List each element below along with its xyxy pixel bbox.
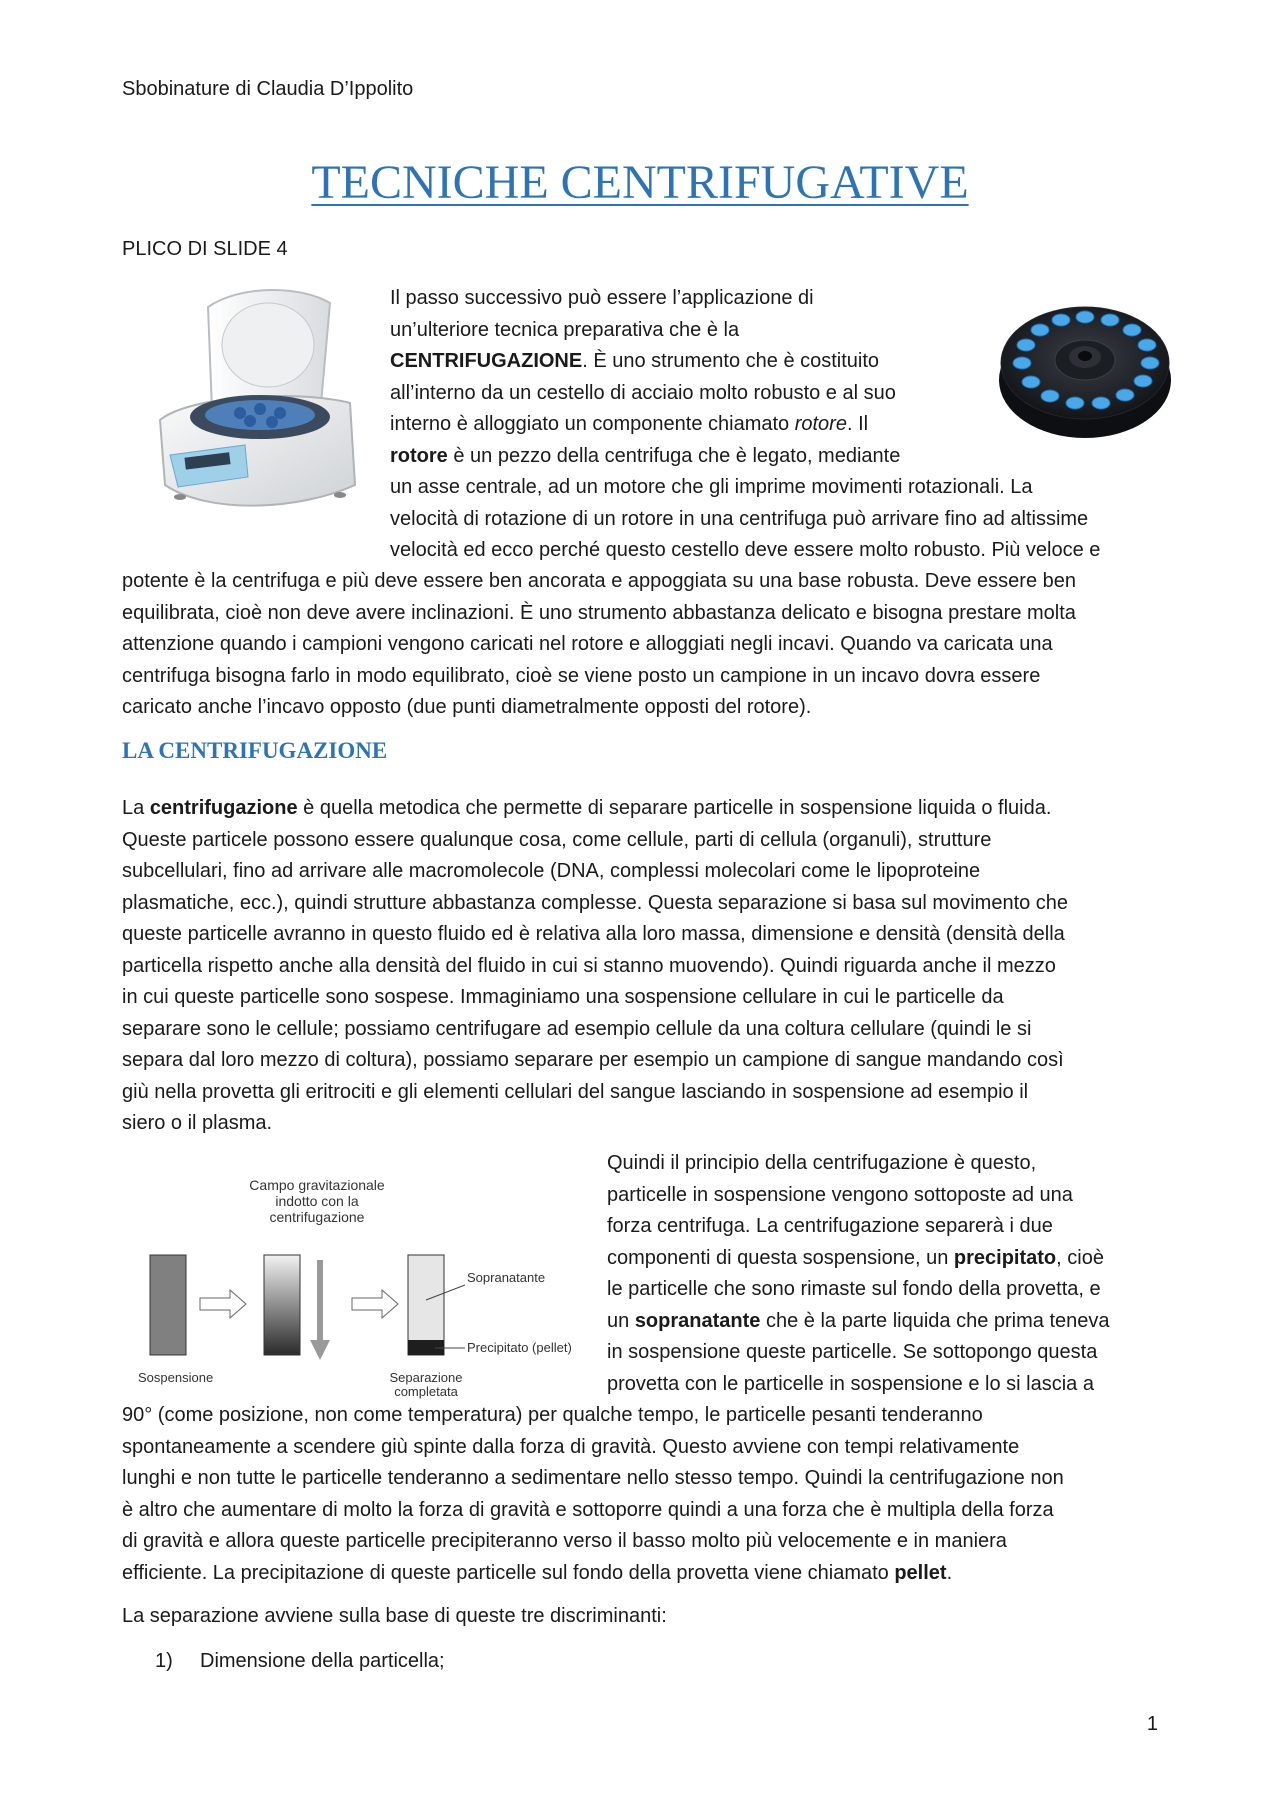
label-sopranatante: Sopranatante: [467, 1270, 546, 1285]
label-sospensione: Sospensione: [138, 1370, 214, 1385]
intro-line: un asse centrale, ad un motore che gli imprime movimenti rotazionali. La: [390, 476, 1033, 498]
intro-line: equilibrata, cioè non deve avere inclinazioni. È uno strumento abbastanza delicato e bisogna prestare molta: [122, 601, 1076, 624]
diagram-title-line: centrifugazione: [269, 1209, 365, 1225]
intro-line: Il passo successivo può essere l’applicazione di: [390, 287, 814, 309]
paragraph-line: subcellulari, fino ad arrivare alle macromolecole (DNA, complessi molecolari come le lipoproteine: [122, 860, 981, 882]
label-separazione: Separazione: [389, 1370, 463, 1385]
principle-line: componenti di questa sospensione, un precipitato, cioè: [607, 1246, 1104, 1269]
gradient-tube: [264, 1255, 300, 1355]
list-number: 1): [155, 1650, 173, 1672]
intro-paragraph-continued: [122, 566, 1076, 724]
intro-line: un’ulteriore tecnica preparativa che è la: [390, 318, 740, 341]
principle-paragraph: [607, 1148, 1110, 1400]
arrow-right-icon: [352, 1290, 398, 1318]
paragraph-line: separa dal loro mezzo di coltura), possiamo separare per esempio un campione di sangue mandando così: [122, 1049, 1064, 1071]
intro-line: CENTRIFUGAZIONE. È uno strumento che è costituito: [390, 350, 880, 372]
principle-line: provetta con le particelle in sospensione e lo si lascia a: [607, 1372, 1094, 1395]
diagram-title-line: indotto con la: [275, 1193, 359, 1209]
slide-reference: PLICO DI SLIDE 4: [122, 238, 288, 260]
principle-line: in sospensione queste particelle. Se sottopongo questa: [607, 1341, 1098, 1363]
section-heading: LA CENTRIFUGAZIONE: [122, 738, 388, 763]
principle-line: 90° (come posizione, non come temperatura) per qualche tempo, le particelle pesanti tenderanno: [122, 1404, 983, 1426]
gravity-arrow-icon: [310, 1260, 330, 1360]
paragraph-line: queste particelle avranno in questo fluido ed è relativa alla loro massa, dimensione e densità (densità della: [122, 923, 1065, 945]
intro-paragraph: [390, 283, 1100, 567]
label-precipitato: Precipitato (pellet): [467, 1340, 572, 1355]
principle-line: è altro che aumentare di molto la forza di gravità e sottoporre quindi a una forza che è multipla della forza: [122, 1498, 1054, 1521]
intro-line: rotore è un pezzo della centrifuga che è legato, mediante: [390, 444, 901, 467]
list-text: Dimensione della particella;: [200, 1650, 445, 1672]
principle-line: un sopranatante che è la parte liquida che prima teneva: [607, 1309, 1110, 1332]
principle-paragraph-continued: [122, 1400, 1064, 1589]
centrifuge-photo: [150, 285, 370, 520]
intro-line: caricato anche l’incavo opposto (due punti diametralmente opposti del rotore).: [122, 696, 812, 718]
discriminants-intro: La separazione avviene sulla base di queste tre discriminanti:: [122, 1605, 667, 1627]
principle-line: efficiente. La precipitazione di queste particelle sul fondo della provetta viene chiamato pellet.: [122, 1561, 953, 1584]
paragraph-line: plasmatiche, ecc.), quindi strutture abbastanza complesse. Questa separazione si basa sul movimento che: [122, 891, 1069, 914]
diagram-title-line: Campo gravitazionale: [249, 1177, 385, 1193]
intro-line: all’interno da un cestello di acciaio molto robusto e al suo: [390, 381, 896, 404]
intro-line: potente è la centrifuga e più deve essere ben ancorata e appoggiata su una base robusta. Deve essere ben: [122, 570, 1077, 592]
principle-line: forza centrifuga. La centrifugazione separerà i due: [607, 1215, 1053, 1237]
page-number: 1: [1146, 1713, 1158, 1735]
paragraph-line: giù nella provetta gli eritrociti e gli elementi cellulari del sangue lasciando in sospensione ad esempio il: [122, 1080, 1029, 1103]
principle-line: le particelle che sono rimaste sul fondo della provetta, e: [607, 1278, 1101, 1300]
sedimentation-diagram: [130, 1170, 600, 1400]
label-separazione: completata: [394, 1384, 458, 1399]
paragraph-line: separare sono le cellule; possiamo centrifugare ad esempio cellule da una coltura cellulare (quindi le si: [122, 1017, 1032, 1040]
intro-line: attenzione quando i campioni vengono caricati nel rotore e alloggiati negli incavi. Quando va caricata una: [122, 633, 1053, 655]
centrifugation-paragraph: [122, 793, 1068, 1140]
paragraph-line: Queste particele possono essere qualunque cosa, come cellule, parti di cellula (organuli), strutture: [122, 828, 992, 851]
paragraph-line: in cui queste particelle sono sospese. Immaginiamo una sospensione cellulare in cui le particelle da: [122, 986, 1004, 1008]
intro-line: velocità di rotazione di un rotore in una centrifuga può arrivare fino ad altissime: [390, 507, 1089, 530]
intro-line: centrifuga bisogna farlo in modo equilibrato, cioè se viene posto un campione in un incavo dovra essere: [122, 664, 1041, 687]
document-title: TECNICHE CENTRIFUGATIVE: [311, 156, 969, 209]
intro-line: interno è alloggiato un componente chiamato rotore. Il: [390, 413, 869, 435]
list-item: [155, 1650, 445, 1673]
intro-line: velocità ed ecco perché questo cestello deve essere molto robusto. Più veloce e: [390, 539, 1101, 561]
principle-line: di gravità e allora queste particelle precipiteranno verso il basso molto più velocemente e in maniera: [122, 1530, 1007, 1552]
paragraph-line: particella rispetto anche alla densità del fluido in cui si stanno muovendo). Quindi riguarda anche il mezzo: [122, 954, 1056, 977]
paragraph-line: La centrifugazione è quella metodica che permette di separare particelle in sospensione liquida o fluida.: [122, 797, 1052, 819]
principle-line: spontaneamente a scendere giù spinte dalla forza di gravità. Questo avviene con tempi relativamente: [122, 1435, 1020, 1458]
paragraph-line: siero o il plasma.: [122, 1112, 273, 1134]
principle-line: lunghi e non tutte le particelle tenderanno a sedimentare nello stesso tempo. Quindi la centrifugazione non: [122, 1467, 1064, 1489]
suspension-tube: [150, 1255, 186, 1355]
principle-line: particelle in sospensione vengono sottoposte ad una: [607, 1183, 1073, 1206]
page-header: Sbobinature di Claudia D’Ippolito: [122, 78, 414, 100]
principle-line: Quindi il principio della centrifugazione è questo,: [607, 1152, 1037, 1174]
arrow-right-icon: [200, 1290, 246, 1318]
